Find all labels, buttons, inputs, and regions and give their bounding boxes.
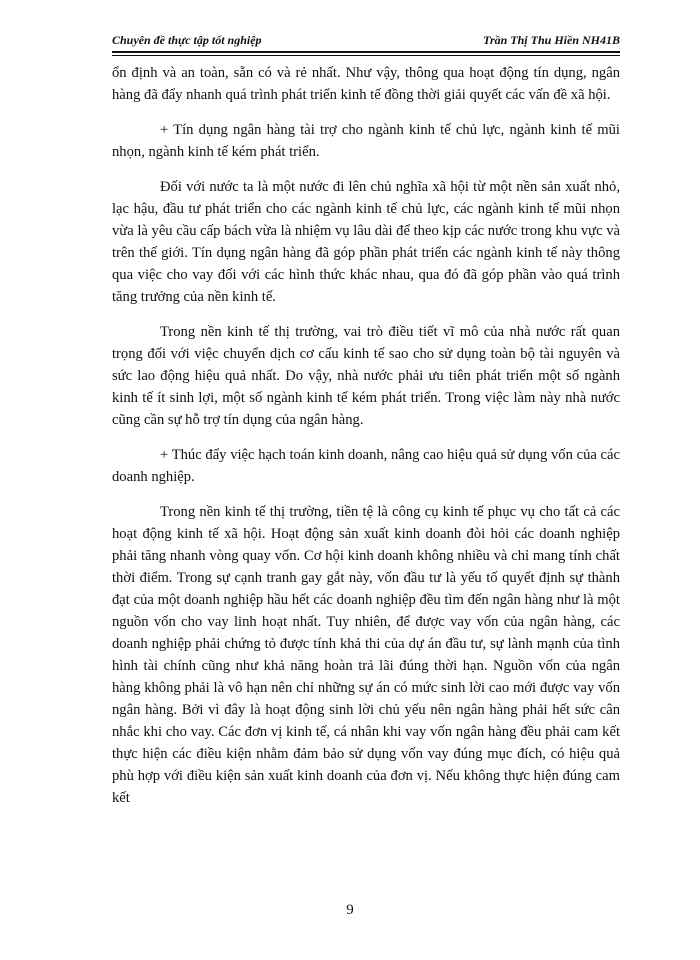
paragraph-4: Trong nền kinh tế thị trường, vai trò điều tiết vĩ mô của nhà nước rất quan trọng đối với việc chuyển dịch cơ cấu kinh tế sao cho sử dụng toàn bộ tài nguyên và sức lao động hiệu quả nhất. Do vậy, nhà nước phải ưu tiên phát triển một số ngành kinh tế ít sinh lợi, một số ngành kinh tế kém phát triển. Trong việc làm này nhà nước cũng cần sự hỗ trợ tín dụng của ngân hàng.: [112, 324, 620, 428]
paragraph-3: Đối với nước ta là một nước đi lên chủ nghĩa xã hội từ một nền sản xuất nhỏ, lạc hậu, đầu tư phát triển cho các ngành kinh tế chủ lực, các ngành kinh tế mũi nhọn vừa là yêu cầu cấp bách vừa là nhiệm vụ lâu dài để theo kịp các nước trong khu vực và trên thế giới. Tín dụng ngân hàng đã góp phần phát triển các ngành kinh tế này thông qua việc cho vay đối với các hình thức khác nhau, qua đó đã góp phần vào quá trình tăng trưởng của nền kinh tế.: [112, 179, 620, 305]
header-left-title: Chuyên đề thực tập tốt nghiệp: [112, 33, 262, 47]
running-header: [112, 30, 620, 50]
paragraph-1: ổn định và an toàn, sẵn có và rẻ nhất. Như vậy, thông qua hoạt động tín dụng, ngân hàng đã đẩy nhanh quá trình phát triển kinh tế đồng thời giải quyết các vấn đề xã hội.: [112, 65, 620, 103]
header-rule-thin: [112, 55, 620, 56]
header-rule-thick: [112, 51, 620, 53]
paragraph-5-bullet: + Thúc đẩy việc hạch toán kinh doanh, nâng cao hiệu quả sử dụng vốn của các doanh nghiệp.: [112, 447, 620, 485]
header-right-author: Trần Thị Thu Hiền NH41B: [483, 33, 620, 47]
paragraph-2-bullet: + Tín dụng ngân hàng tài trợ cho ngành kinh tế chủ lực, ngành kinh tế mũi nhọn, ngành kinh tế kém phát triển.: [112, 122, 620, 160]
page-number: 9: [346, 902, 354, 918]
body-text: [112, 62, 620, 822]
paragraph-6: Trong nền kinh tế thị trường, tiền tệ là công cụ kinh tế phục vụ cho tất cả các hoạt động kinh tế xã hội. Hoạt động sản xuất kinh doanh đòi hỏi các doanh nghiệp phải tăng nhanh vòng quay vốn. Cơ hội kinh doanh không nhiều và chỉ mang tính chất thời điểm. Trong sự cạnh tranh gay gắt này, vốn đầu tư là yếu tố quyết định sự thành đạt của một doanh nghiệp hầu hết các doanh nghiệp đều tìm đến ngân hàng như là một nguồn vốn cho vay linh hoạt nhất. Tuy nhiên, để được vay vốn của ngân hàng, các doanh nghiệp phải chứng tỏ được tính khả thi của dự án đầu tư, sự lành mạnh của tình hình tài chính cũng như khả năng hoàn trả lãi đúng thời hạn. Nguồn vốn của ngân hàng không phải là vô hạn nên chỉ những sự án có mức sinh lời cao mới được vay vốn ngân hàng. Bởi vì đây là hoạt động sinh lời chủ yếu nên ngân hàng phải hết sức cân nhắc khi cho vay. Các đơn vị kinh tế, cá nhân khi vay vốn ngân hàng đều phải cam kết thực hiện các điều kiện nhằm đảm bảo sử dụng vốn vay đúng mục đích, có hiệu quả phù hợp với điều kiện sản xuất kinh doanh của đơn vị. Nếu không thực hiện đúng cam kết: [112, 504, 620, 806]
